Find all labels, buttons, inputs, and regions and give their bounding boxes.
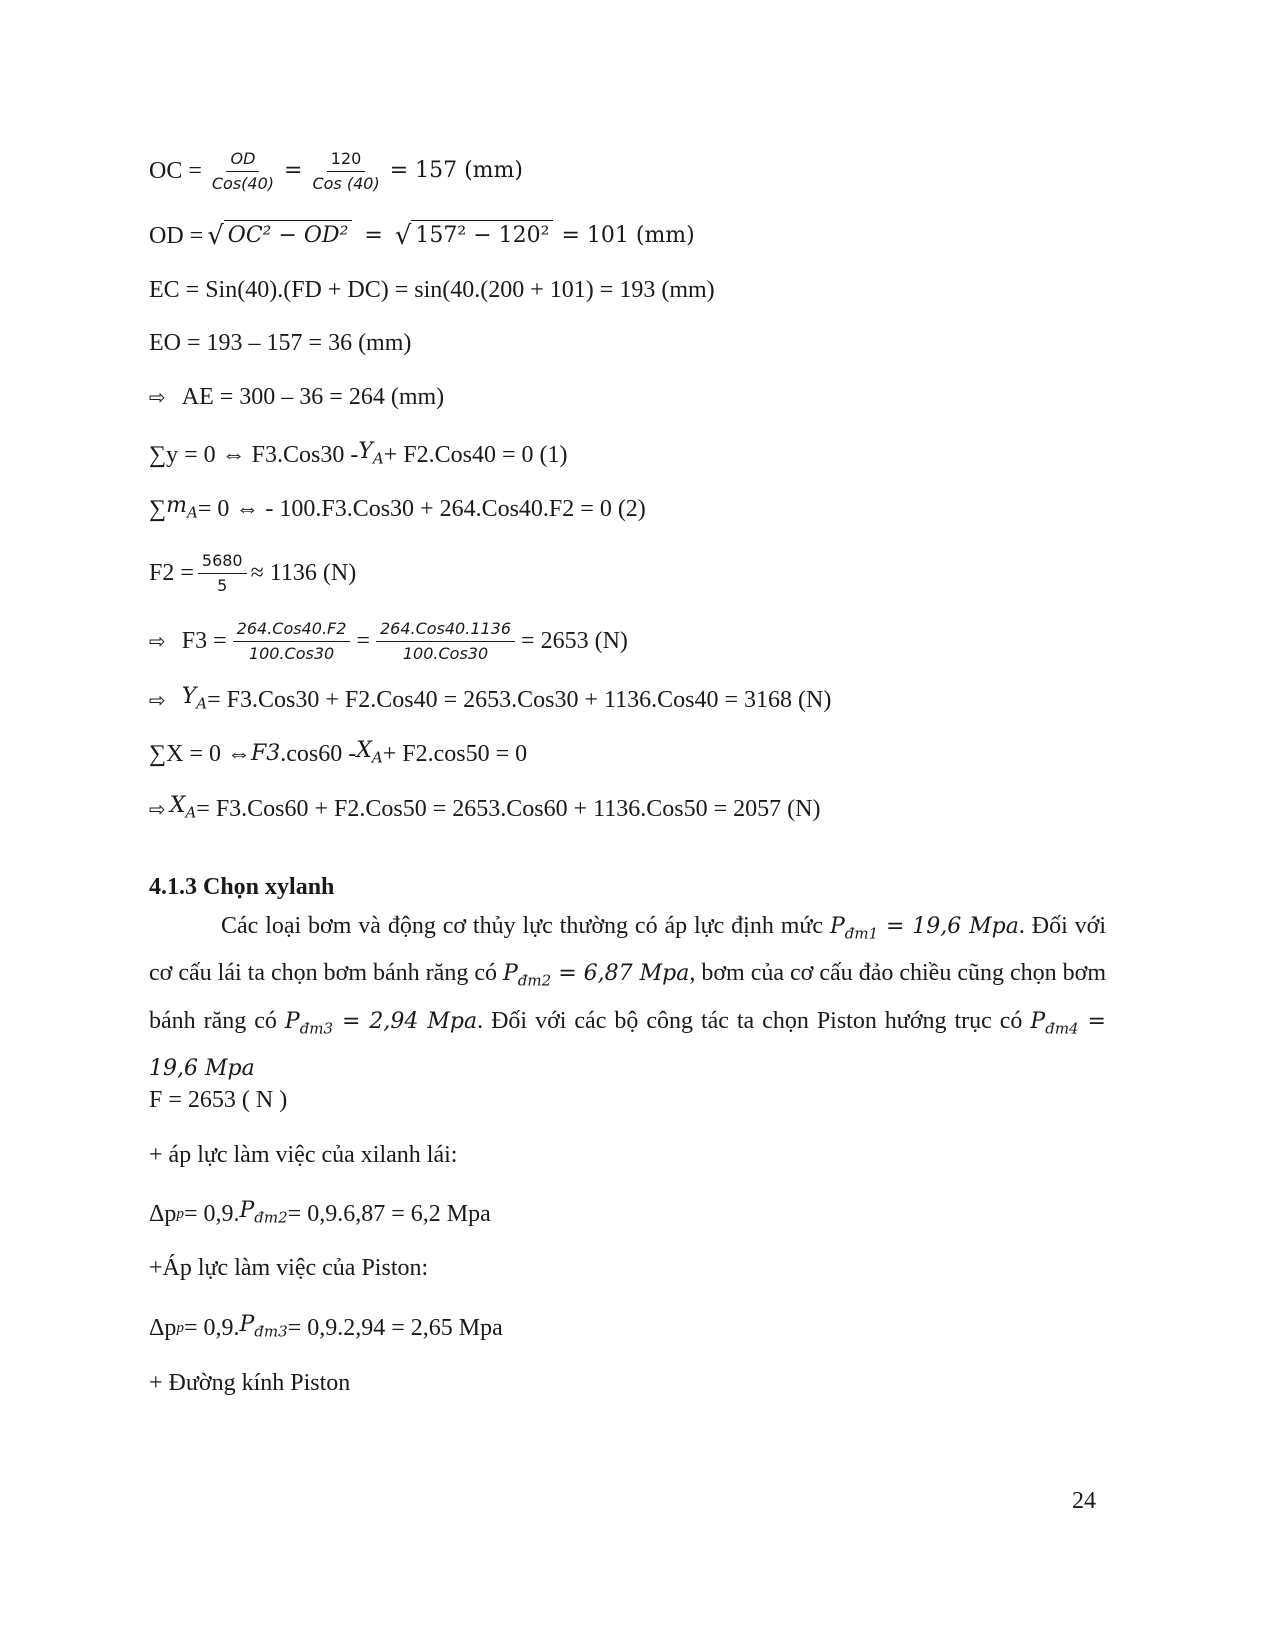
body-paragraph: Các loại bơm và động cơ thủy lực thường có áp lực định mức $P_{đm1} = 19,6$ Mpa. Đối với cơ cấu lái ta chọn bơm bánh răng có $P_{đm2} = 6,87$ Mpa, bơm của cơ cấu đảo chiều cũng chọn bơm bánh răng có $P_{đm3} = 2,94$ Mpa. Đối với các bộ công tác ta chọn Piston hướng trục có $P_{đm4} = 19,6$ Mpa	[149, 913, 1107, 1082]
equation-dp-piston: Δp p = 0,9. $P_{đm3}$ = 0,9.2,94 = 2,65 Mpa	[149, 1312, 503, 1342]
fraction-numerator: OD	[226, 150, 259, 172]
arrow-right-icon: ⇨	[149, 688, 166, 713]
oc-result: = 157 (mm)	[389, 158, 523, 184]
equation-od	[149, 220, 695, 251]
equation-dp-steering: Δp p = 0,9. $P_{đm2}$ = 0,9.6,87 = 6,2 Mpa	[149, 1198, 491, 1228]
ec-text: EC = Sin(40).(FD + DC) = sin(40.(200 + 101) = 193 (mm)	[149, 277, 715, 303]
arrow-right-icon: ⇨	[149, 797, 166, 822]
fraction-numerator: 5680	[198, 552, 247, 574]
sum-y-part-2: + F2.Cos40 = 0 (1)	[383, 442, 568, 469]
piston-pressure-label	[149, 1253, 428, 1283]
force-text: F = 2653 ( N )	[149, 1087, 288, 1113]
fraction-denominator: 100.Cos30	[402, 643, 489, 663]
arrow-right-icon: ⇨	[149, 629, 166, 654]
fraction-denominator: 100.Cos30	[248, 643, 335, 663]
f2-result: ≈ 1136 (N)	[250, 560, 357, 587]
oc-fraction-1	[208, 150, 278, 192]
equation-f2	[149, 552, 356, 594]
radical-icon: √	[207, 221, 224, 251]
f2-fraction	[198, 552, 247, 594]
equation-ae	[149, 382, 444, 412]
arrow-right-icon: ⇨	[149, 385, 166, 409]
equation-sum-x	[149, 736, 527, 772]
diameter-label-text: + Đường kính Piston	[149, 1370, 351, 1396]
piston-label-text: +Áp lực làm việc của Piston:	[149, 1255, 429, 1281]
variable-ya: $Y_A$	[358, 439, 384, 468]
equation-ec	[149, 275, 715, 305]
radical-icon: √	[394, 221, 412, 251]
variable-xa: $X_A$	[169, 793, 197, 822]
f3-result: = 2653 (N)	[521, 628, 628, 655]
equals-sign: =	[364, 222, 383, 248]
equals-sign: =	[356, 628, 370, 655]
xa-result: = F3.Cos60 + F2.Cos50 = 2653.Cos60 + 1136.Cos50 = 2057 (N)	[196, 796, 821, 823]
equation-ya	[149, 682, 831, 718]
equation-oc	[149, 150, 523, 192]
equation-eo	[149, 328, 411, 358]
force-line	[149, 1085, 287, 1115]
steering-pressure-label	[149, 1140, 457, 1170]
fraction-denominator: Cos(40)	[211, 173, 275, 193]
oc-fraction-2	[308, 150, 383, 192]
f3-lhs: F3 =	[181, 628, 227, 655]
f3-fraction-2	[376, 620, 515, 662]
fraction-numerator: 264.Cos40.F2	[233, 620, 351, 642]
square-root-1	[207, 220, 352, 251]
f3-fraction-1	[233, 620, 351, 662]
od-lhs: OD =	[149, 222, 204, 249]
piston-diameter-label	[149, 1368, 350, 1398]
radicand: 157² − 120²	[411, 220, 553, 251]
fraction-denominator: 5	[217, 575, 228, 595]
fraction-denominator: Cos (40)	[312, 173, 380, 193]
sum-symbol: ∑	[149, 496, 167, 523]
radicand: OC² − OD²	[224, 220, 353, 251]
od-result: = 101 (mm)	[561, 222, 695, 248]
variable-xa: $X_A$	[356, 738, 383, 767]
steering-label-text: + áp lực làm việc của xilanh lái:	[149, 1142, 458, 1168]
page-number: 24	[1072, 1488, 1096, 1514]
eo-text: EO = 193 – 157 = 36 (mm)	[149, 330, 412, 356]
equals-sign: =	[284, 158, 303, 184]
ya-result: = F3.Cos30 + F2.Cos40 = 2653.Cos30 + 1136.Cos40 = 3168 (N)	[207, 687, 832, 714]
fraction-numerator: 264.Cos40.1136	[376, 620, 515, 642]
ae-text: AE = 300 – 36 = 264 (mm)	[181, 384, 445, 410]
sum-x-part-1: ∑X = 0 ⇔	[149, 741, 251, 768]
variable-ya: $Y_A$	[181, 684, 208, 713]
variable-ma: $m_A$	[166, 493, 198, 522]
equation-sum-y	[149, 437, 567, 473]
section-heading: 4.1.3 Chọn xylanh	[149, 874, 335, 900]
equation-f3	[149, 620, 628, 662]
square-root-2	[395, 220, 554, 251]
variable-f3: F3	[250, 741, 281, 767]
sum-y-part-1: ∑y = 0 ⇔ F3.Cos30 -	[149, 442, 359, 469]
fraction-numerator: 120	[327, 150, 366, 172]
equation-sum-m	[149, 491, 646, 527]
equation-xa	[149, 791, 820, 827]
sum-x-part-3: + F2.cos50 = 0	[382, 741, 528, 768]
sum-m-rest: = 0 ⇔ - 100.F3.Cos30 + 264.Cos40.F2 = 0 (2)	[197, 496, 646, 523]
sum-x-part-2: .cos60 -	[280, 741, 357, 768]
oc-lhs: OC =	[149, 158, 202, 185]
f2-lhs: F2 =	[149, 560, 194, 587]
